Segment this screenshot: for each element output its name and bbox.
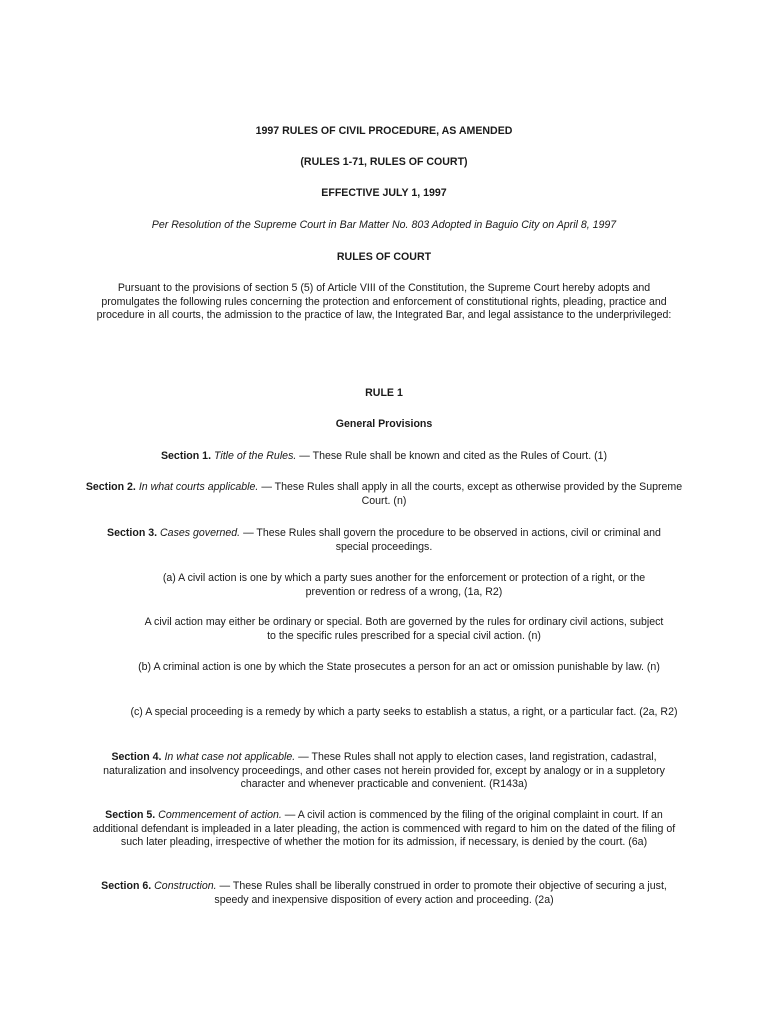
section-3-item-c: (c) A special proceeding is a remedy by which a party seeks to establish a status, a right, or a particular fact. (2a, R2)	[130, 706, 678, 718]
section-6	[88, 880, 680, 907]
section-body: — These Rules shall govern the procedure to be observed in actions, civil or criminal and special proceedings.	[240, 527, 661, 553]
resolution-note: Per Resolution of the Supreme Court in Bar Matter No. 803 Adopted in Baguio City on April 8, 1997	[151, 219, 617, 231]
section-body: — These Rules shall be liberally construed in order to promote their objective of securing a just, speedy and inexpensive disposition of every action and proceeding. (2a)	[214, 880, 667, 906]
section-label: Section 4.	[111, 751, 162, 763]
section-title: Commencement of action.	[158, 809, 282, 821]
section-title: Cases governed.	[160, 527, 241, 539]
section-label: Section 5.	[105, 809, 156, 821]
section-label: Section 3.	[107, 527, 158, 539]
section-1	[80, 450, 688, 464]
section-body: — These Rules shall apply in all the courts, except as otherwise provided by the Supreme Court. (n)	[258, 481, 683, 507]
section-5	[88, 809, 680, 850]
section-3-item-a: (a) A civil action is one by which a party sues another for the enforcement or protection of a right, or the prevention or redress of a wrong, (1a, R2)	[162, 572, 646, 598]
section-title: In what case not applicable.	[164, 751, 296, 763]
section-label: Section 2.	[85, 481, 136, 493]
rule-title: General Provisions	[335, 418, 433, 430]
section-body: — These Rule shall be known and cited as the Rules of Court. (1)	[296, 450, 608, 462]
document-title: 1997 RULES OF CIVIL PROCEDURE, AS AMENDED	[255, 125, 513, 137]
section-4	[88, 751, 680, 792]
section-3-item-b: (b) A criminal action is one by which the State prosecutes a person for an act or omission punishable by law. (n)	[138, 661, 660, 673]
section-label: Section 1.	[160, 450, 212, 462]
effective-date: EFFECTIVE JULY 1, 1997	[321, 187, 447, 199]
section-label: Section 6.	[101, 880, 152, 892]
section-title: Title of the Rules.	[213, 450, 297, 462]
section-3-note: A civil action may either be ordinary or special. Both are governed by the rules for ordinary civil actions, subject to the specific rules prescribed for a special civil action. (n)	[144, 616, 664, 642]
document-subtitle: (RULES 1-71, RULES OF COURT)	[300, 156, 468, 168]
section-title: In what courts applicable.	[138, 481, 259, 493]
section-2	[84, 481, 684, 508]
section-title: Construction.	[154, 880, 217, 892]
section-3	[94, 527, 674, 554]
section-body: — A civil action is commenced by the filing of the original complaint in court. If an additional defendant is impleaded in a later pleading, the action is commenced with regard to him on the dated of the filing of such later pleading, irrespective of whether the motion for its admission, if necessary, is denied by the court. (6a)	[92, 809, 676, 848]
rule-number: RULE 1	[365, 387, 403, 399]
rules-of-court-heading: RULES OF COURT	[336, 251, 432, 263]
preamble-paragraph: Pursuant to the provisions of section 5 (5) of Article VIII of the Constitution, the Supreme Court hereby adopts and promulgates the following rules concerning the protection and enforcement of constitutional rights, pleading, practice and procedure in all courts, the admission to the practice of law, the Integrated Bar, and legal assistance to the underprivileged:	[96, 282, 672, 321]
section-body: — These Rules shall not apply to election cases, land registration, cadastral, naturalization and insolvency proceedings, and other cases not herein provided for, except by analogy or in a suppletory character and whenever practicable and convenient. (R143a)	[103, 751, 665, 790]
